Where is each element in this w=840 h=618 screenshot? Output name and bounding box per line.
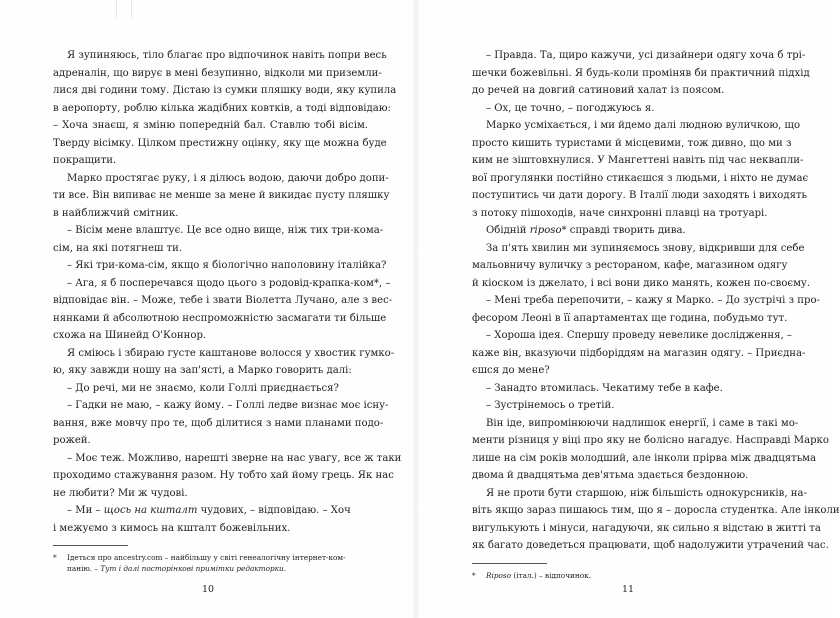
text-line: в аеропорту, роблю кілька жадібних ковтків, а тоді відповідаю:: [53, 102, 391, 114]
footnote-italic: Riposo: [486, 570, 512, 580]
footnote-text: панію. –: [67, 564, 101, 573]
italic-phrase: щось на кшталт: [103, 505, 198, 516]
text-line: відповідає він. – Може, тебе і звати Віолетта Лучано, але з вес-: [53, 295, 393, 306]
right-page: [472, 47, 840, 581]
text-line: Я зупиняюсь, тіло благає про відпочинок навіть попри весь: [67, 50, 387, 61]
text-run: * справді творить дива.: [561, 225, 686, 236]
text-line: – Зустрінемось о третій.: [486, 400, 615, 411]
text-line: мальовничу вуличку з рестораном, кафе, магазином одягу: [472, 260, 788, 271]
footnote-divider: [472, 563, 547, 564]
text-line: лише на сім років молодший, але інколи прірва між двадцятьма: [472, 452, 817, 464]
text-line: рожей.: [53, 435, 91, 446]
text-run: – Ми –: [67, 505, 104, 516]
text-line: проходимо стажування разом. Ну тобто хай йому грець. Як нас: [53, 470, 394, 481]
text-line: [53, 502, 368, 520]
text-line: Марко простягає руку, і я ділюсь водою, даючи добро допи-: [67, 172, 389, 184]
page-number: 10: [201, 584, 215, 595]
text-line: поступитись чи дати дорогу. В Італії люди заходять і виходять: [472, 190, 808, 201]
text-run: Обідній: [486, 225, 530, 236]
footnote-italic: Тут і далі посторінкові примітки редакторки.: [100, 564, 287, 573]
text-line: ким не зіштовхнулися. У Мангеттені навіть під час неквапли-: [472, 155, 804, 166]
text-line: – Моє теж. Можливо, нарешті зверне на нас увагу, все ж таки: [67, 452, 402, 464]
italic-word: riposo: [529, 225, 562, 236]
text-line: схожа на Шинейд О'Коннор.: [53, 330, 207, 341]
text-line: і межуємо з кимось на кшталт божевільних.: [53, 522, 291, 534]
text-line: шечки божевільні. Я будь-коли проміняв би практичний підхід: [472, 67, 810, 79]
text-line: вигулькують і мінуси, нагадуючи, як сильно я відстаю в житті та: [472, 522, 821, 534]
footnote: [472, 570, 787, 581]
text-line: – Хороша ідея. Спершу проведу невелике дослідження, –: [486, 330, 792, 341]
text-line: – Хоча знаєш, я зміню попередній бал. Ставлю тобі вісім.: [53, 120, 368, 131]
text-line: Я сміюсь і збираю густе каштанове волосся у хвостик гумко-: [67, 347, 395, 359]
text-line: ти все. Він випиває не менше за мене й викидає пусту пляшку: [53, 190, 390, 201]
text-line: Він іде, випромінюючи надлишок енергії, і саме в такі мо-: [486, 417, 799, 429]
text-line: в найближчий смітник.: [53, 207, 179, 219]
text-line: не любити? Ми ж чудові.: [53, 487, 188, 499]
footnote-marker: *: [53, 553, 57, 562]
text-line: Тверду вісімку. Цілком престижну оцінку, яку ще можна буде: [53, 137, 387, 149]
page-number: 11: [621, 584, 635, 595]
text-line: й кіоском із джелато, і всі вони дико манять, кожен по-своєму.: [472, 277, 811, 289]
text-line: єшся до мене?: [472, 365, 550, 376]
text-run: чудових, – відповідаю. – Хоч: [197, 505, 351, 516]
text-line: з потоку пішоходів, наче синхронні плавці на тротуарі.: [472, 207, 768, 219]
left-page: [53, 47, 402, 574]
text-line: віть якщо зараз пишаюсь тим, що я – доросла студентка. Але інколи: [472, 505, 840, 516]
footnote-text: Ідеться про ancestry.com – найбільшу у світі генеалогічну інтернет-ком-: [67, 553, 346, 562]
text-line: Марко усміхається, і ми йдемо далі людною вуличкою, що: [486, 120, 801, 131]
text-line: – Гадки не маю, – кажу йому. – Голлі ледве визнає моє існу-: [67, 400, 389, 411]
footnote-text: (італ.) – відпочинок.: [511, 570, 592, 580]
text-line: – Ага, я б посперечався щодо цього з родовід-крапка-ком*, –: [67, 277, 391, 289]
text-line: двома й двадцятьма дев'ятьма здається бездонною.: [472, 470, 749, 481]
text-line: – До речі, ми не знаємо, коли Голлі приєднається?: [67, 382, 339, 394]
text-line: [472, 222, 787, 240]
footnote-divider: [53, 545, 128, 546]
text-line: – Вісім мене влаштує. Це все одно вище, ніж тих три-кома-: [67, 225, 384, 236]
text-line: вання, вже мовчу про те, щоб ділитися з нами планами подо-: [53, 417, 384, 429]
text-line: нянками й абсолютною неспроможністю засмагати ти більше: [53, 312, 387, 324]
text-line: – Мені треба перепочити, – кажу я Марко. – До зустрічі з про-: [486, 295, 820, 306]
text-line: сім, на які потягнеш ти.: [53, 242, 183, 254]
text-line: За п'ять хвилин ми зупиняємось знову, відкривши для себе: [486, 242, 805, 254]
footnote: [53, 552, 368, 574]
text-line: лися дві години тому. Дістаю із сумки пляшку води, яку купила: [53, 85, 397, 96]
text-line: як багато доведеться працювати, щоб надолужити утрачений час.: [472, 540, 829, 551]
text-line: – Правда. Та, щиро кажучи, усі дизайнери одягу хоча б трі-: [486, 50, 806, 61]
text-line: – Занадто втомилась. Чекатиму тебе в кафе.: [486, 382, 723, 394]
text-line: просто кишить туристами й місцевими, тож дивно, що ми з: [472, 137, 792, 149]
text-line: покращити.: [53, 155, 117, 166]
text-line: – Ох, це точно, – погоджуюсь я.: [486, 102, 655, 114]
footnote-marker: *: [472, 570, 476, 580]
text-line: каже він, вказуючи підборіддям на магазин одягу. – Приєдна-: [472, 347, 806, 359]
text-line: фесором Леоні в її апартаментах ще година, побудьмо тут.: [472, 312, 788, 324]
text-line: адреналін, що вирує в мені безупинно, відколи ми приземли-: [53, 67, 382, 79]
page-edge-mark: [116, 0, 132, 18]
text-line: ю, яку завжди ношу на зап'ясті, а Марко говорить далі:: [53, 365, 352, 376]
text-line: до речей на довгий сатиновий халат із поясом.: [472, 85, 725, 96]
book-gutter: [412, 0, 420, 618]
text-line: Я не проти бути старшою, ніж більшість однокурсників, на-: [486, 487, 807, 499]
text-line: вої прогулянки постійно стикаєшся з людьми, і ніхто не думає: [472, 172, 809, 184]
text-line: менти різниця у віці про яку не болісно нагадує. Насправді Марко: [472, 435, 829, 446]
text-line: – Які три-кома-сім, якщо я біологічно наполовину італійка?: [67, 260, 387, 271]
